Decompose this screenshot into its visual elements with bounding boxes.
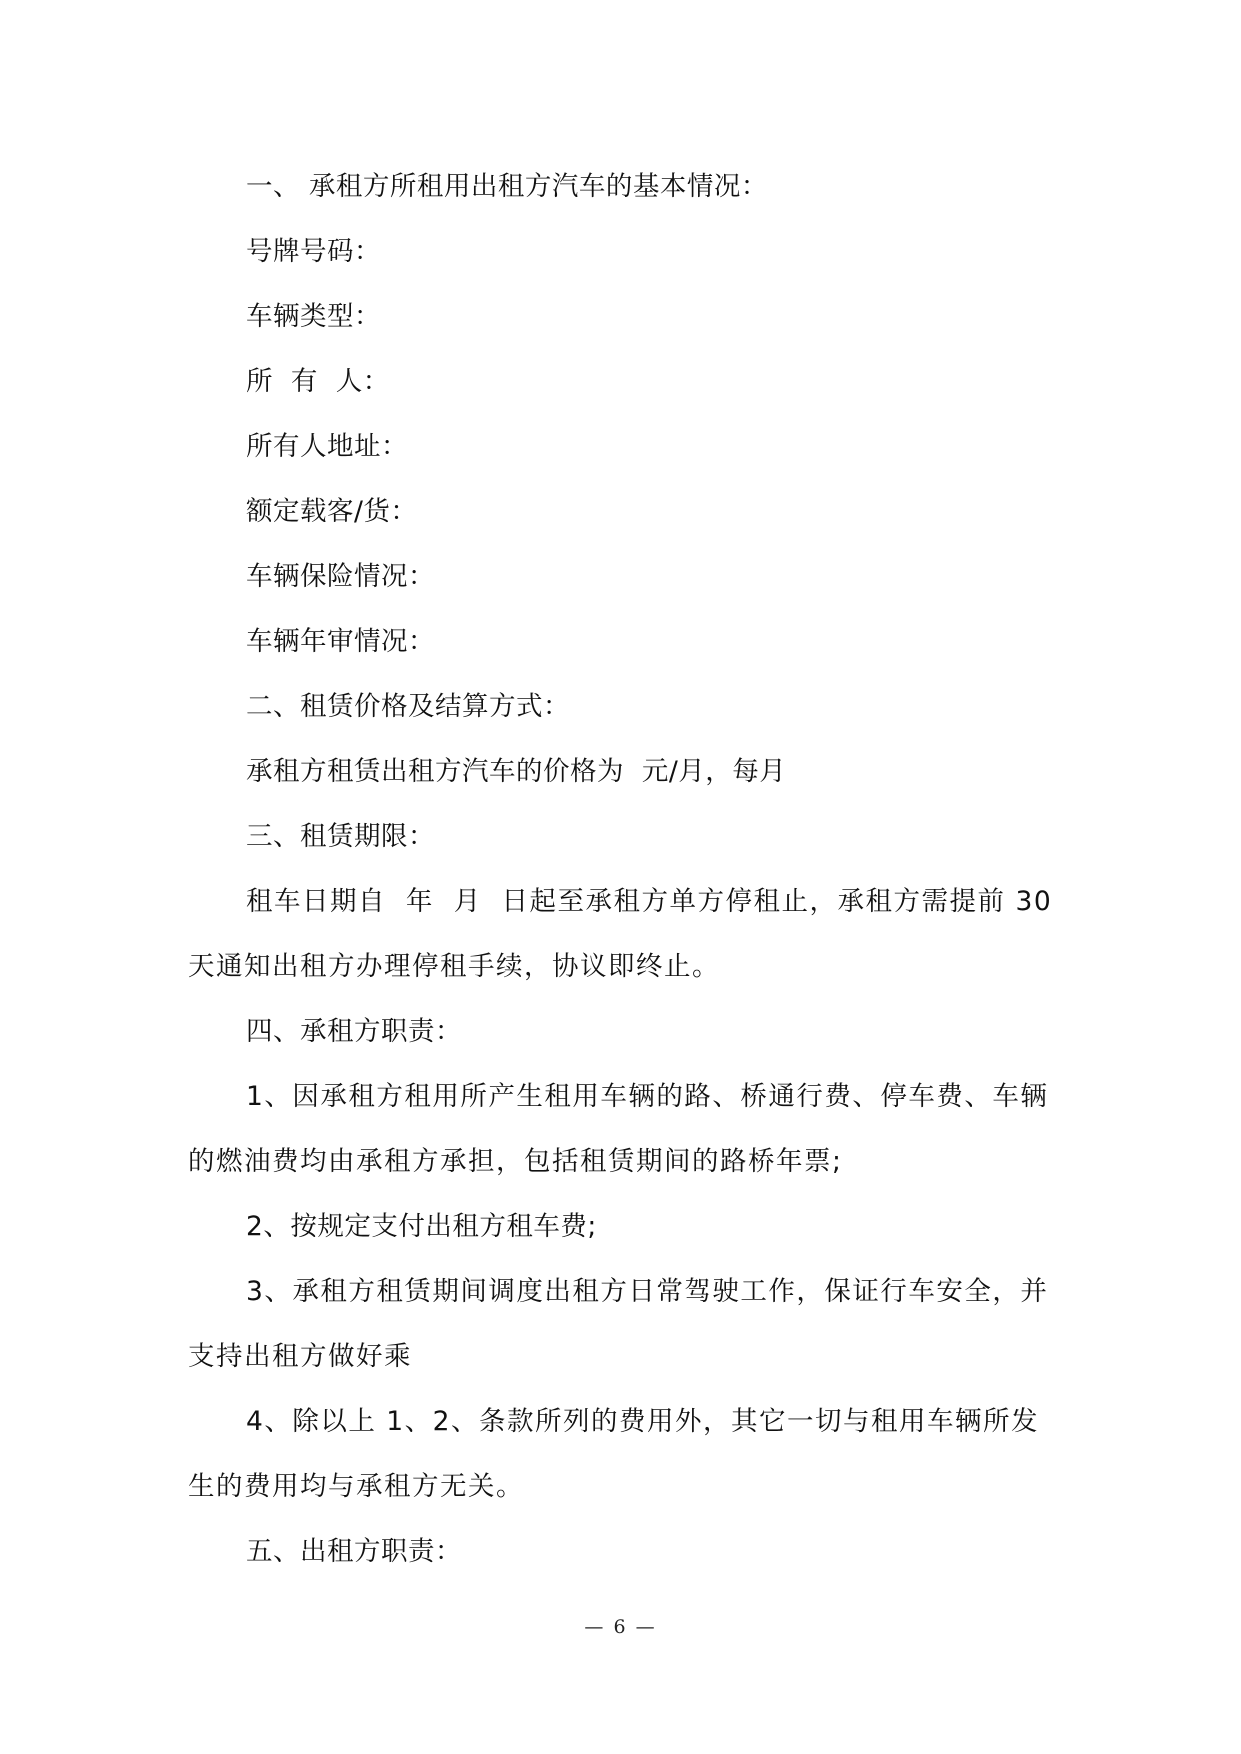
field-annual-inspection: 车辆年审情况：	[246, 626, 435, 657]
section-heading-price: 二、租赁价格及结算方式：	[246, 691, 570, 722]
section-heading-lessee-duties: 四、承租方职责：	[246, 1016, 462, 1047]
document-body	[188, 154, 1063, 1584]
lessee-duty-1: 1、因承租方租用所产生租用车辆的路、桥通行费、停车费、车辆的燃油费均由承租方承担，包括租赁期间的路桥年票;	[188, 1081, 1049, 1177]
field-owner-address: 所有人地址：	[246, 431, 408, 462]
page-number: — 6 —	[584, 1616, 657, 1638]
paragraph-price: 承租方租赁出租方汽车的价格为 元/月，每月	[246, 756, 787, 787]
field-plate-number: 号牌号码：	[246, 236, 381, 267]
lessee-duty-3: 3、承租方租赁期间调度出租方日常驾驶工作，保证行车安全，并支持出租方做好乘	[188, 1276, 1049, 1372]
paragraph-term: 租车日期自 年 月 日起至承租方单方停租止，承租方需提前 30 天通知出租方办理停租手续，协议即终止。	[188, 886, 1063, 982]
lessee-duty-4: 4、除以上 1、2、条款所列的费用外，其它一切与租用车辆所发生的费用均与承租方无关。	[188, 1406, 1040, 1502]
section-heading-term: 三、租赁期限：	[246, 821, 435, 852]
field-insurance-status: 车辆保险情况：	[246, 561, 435, 592]
field-vehicle-type: 车辆类型：	[246, 301, 381, 332]
field-rated-capacity: 额定载客/货：	[246, 496, 418, 527]
field-owner: 所 有 人：	[246, 366, 390, 397]
lessee-duty-2: 2、按规定支付出租方租车费;	[246, 1211, 597, 1242]
section-heading-vehicle-info: 一、 承租方所租用出租方汽车的基本情况：	[246, 171, 768, 202]
section-heading-lessor-duties: 五、出租方职责：	[246, 1536, 462, 1567]
